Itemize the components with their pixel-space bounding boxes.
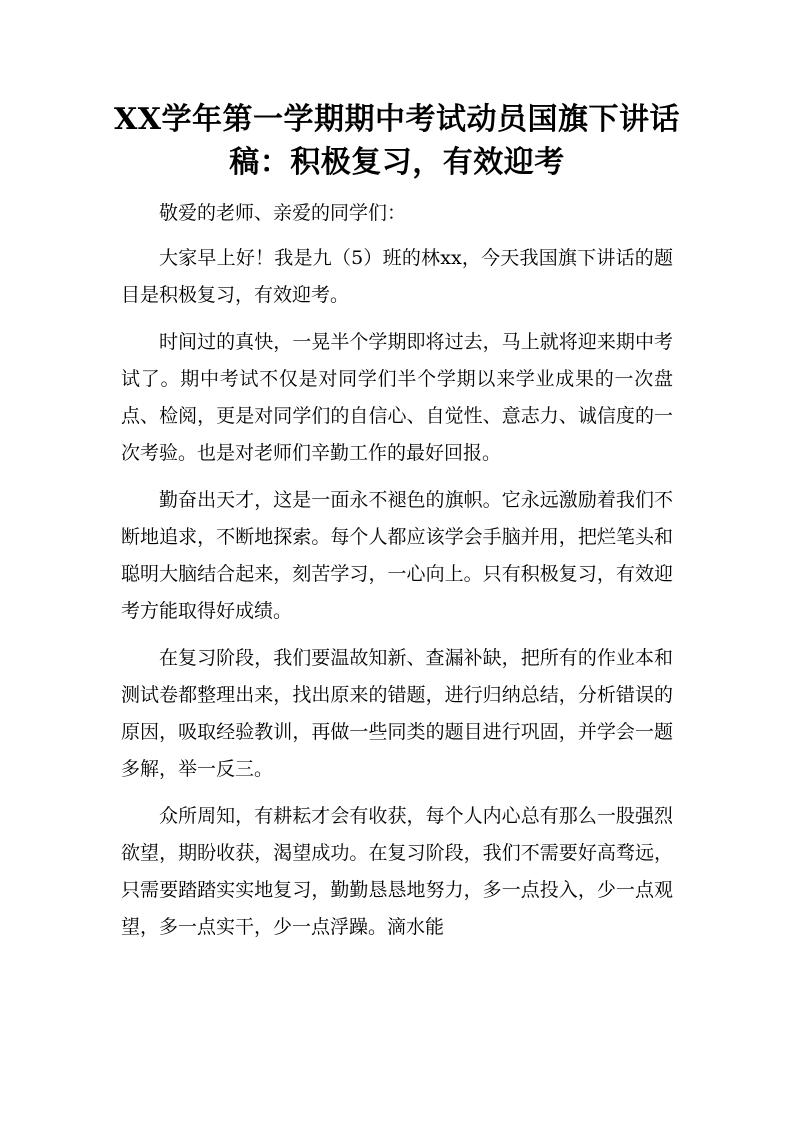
paragraph-effort: 众所周知，有耕耘才会有收获，每个人内心总有那么一股强烈欲望，期盼收获，渴望成功。在复习阶段，我们不需要好高骛远，只需要踏踏实实地复习，勤勤恳恳地努力，多一点投入，少一点观望，多一点实干，少一点浮躁。滴水能 xyxy=(121,805,673,938)
paragraph-greeting: 大家早上好！我是九（5）班的林xx，今天我国旗下讲话的题目是积极复习，有效迎考。 xyxy=(121,247,673,306)
paragraph-review: 在复习阶段，我们要温故知新、查漏补缺，把所有的作业本和测试卷都整理出来，找出原来的错题，进行归纳总结，分析错误的原因，吸取经验教训，再做一些同类的题目进行巩固，并学会一题多解，举一反三。 xyxy=(121,647,673,780)
document-title: XX学年第一学期期中考试动员国旗下讲话稿：积极复习，有效迎考 xyxy=(113,102,681,180)
salutation: 敬爱的老师、亲爱的同学们： xyxy=(159,202,407,224)
paragraph-diligence: 勤奋出天才，这是一面永不褪色的旗帜。它永远激励着我们不断地追求，不断地探索。每个人都应该学会手脑并用，把烂笔头和聪明大脑结合起来，刻苦学习，一心向上。只有积极复习，有效迎考方能取得好成绩。 xyxy=(121,489,673,622)
paragraph-midterm: 时间过的真快，一晃半个学期即将过去，马上就将迎来期中考试了。期中考试不仅是对同学们半个学期以来学业成果的一次盘点、检阅，更是对同学们的自信心、自觉性、意志力、诚信度的一次考验。也是对老师们辛勤工作的最好回报。 xyxy=(121,331,673,464)
document-body xyxy=(121,195,673,956)
